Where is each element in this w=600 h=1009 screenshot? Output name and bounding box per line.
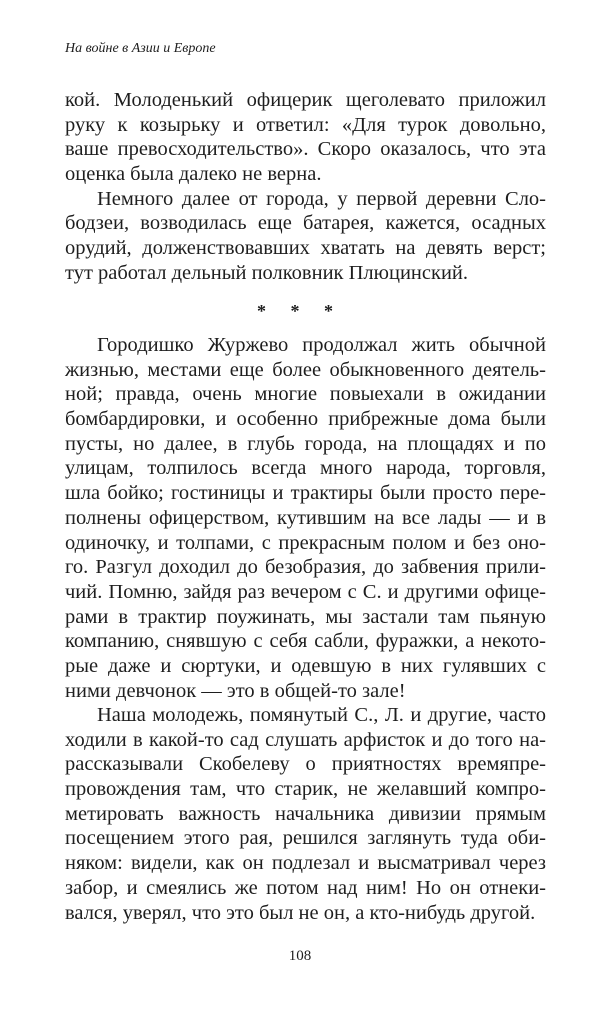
text-line: шла бойко; гостиницы и трактиры были просто пере- xyxy=(65,482,546,505)
text-line: бодзеи, возводилась еще батарея, кажется, осадных xyxy=(65,212,546,235)
text-line: кой. Молоденький офицерик щеголевато приложил xyxy=(65,89,546,111)
text-line: орудий, долженствовавших хватать на девять верст; xyxy=(65,237,546,260)
page-number: 108 xyxy=(288,948,312,964)
paragraph-4 xyxy=(65,703,546,925)
text-line: пусты, но далее, в глубь города, на площадях и по xyxy=(65,432,546,455)
text-line: Немного далее от города, у первой деревни Сло- xyxy=(97,187,546,210)
text-line: рами в трактир поужинать, мы застали там пьяную xyxy=(65,605,546,628)
text-line: ними девчонок — это в общей-то зале! xyxy=(65,679,406,702)
text-line: компанию, снявшую с себя сабли, фуражки, а некото- xyxy=(65,630,546,653)
text-line: посещением этого рая, решился заглянуть туда оби- xyxy=(65,827,546,850)
text-line: ходили в какой-то сад слушать арфисток и до того на- xyxy=(65,728,546,751)
text-line: рассказывали Скобелеву о приятностях времяпре- xyxy=(65,753,546,776)
text-line: го. Разгул доходил до безобразия, до забвения прили- xyxy=(65,556,546,579)
running-header: На войне в Азии и Европе xyxy=(65,41,216,56)
text-line: рые даже и сюртуки, и одевшую в них гулявших с xyxy=(65,654,546,677)
section-break: * * * xyxy=(257,301,343,321)
text-line: няком: видели, как он подлезал и высматривал через xyxy=(65,852,546,875)
text-line: Наша молодежь, помянутый С., Л. и другие, часто xyxy=(97,704,546,726)
text-line: вался, уверял, что это был не он, а кто-нибудь другой. xyxy=(65,901,536,924)
text-line: чий. Помню, зайдя раз вечером с С. и другими офице- xyxy=(65,580,546,603)
text-line: улицам, толпилось всегда много народа, торговля, xyxy=(65,457,546,480)
text-line: Городишко Журжево продолжал жить обычной xyxy=(97,334,546,356)
text-line: ваше превосходительство». Скоро оказалось, что эта xyxy=(65,138,546,161)
text-line: метировать важность начальника дивизии прямым xyxy=(65,802,546,825)
text-line: руку к козырьку и ответил: «Для турок довольно, xyxy=(65,113,546,136)
paragraph-3 xyxy=(65,333,546,703)
text-line: тут работал дельный полковник Плюцинский. xyxy=(65,261,469,284)
paragraph-2 xyxy=(65,187,546,286)
text-line: бомбардировки, и особенно прибрежные дома были xyxy=(65,408,546,431)
paragraph-1 xyxy=(65,88,546,187)
text-line: полнены офицерством, кутившим на все лады — и в xyxy=(65,506,546,529)
text-line: забор, и смеялись же потом над ним! Но он отнеки- xyxy=(65,876,546,899)
text-line: жизнью, местами еще более обыкновенного деятель- xyxy=(65,358,546,381)
text-line: ной; правда, очень многие повыехали в ожидании xyxy=(65,383,546,406)
text-line: одиночку, и толпами, с прекрасным полом и без оно- xyxy=(65,531,546,554)
text-line: провождения там, что старик, не желавший компро- xyxy=(65,778,546,801)
text-line: оценка была далеко не верна. xyxy=(65,163,322,186)
